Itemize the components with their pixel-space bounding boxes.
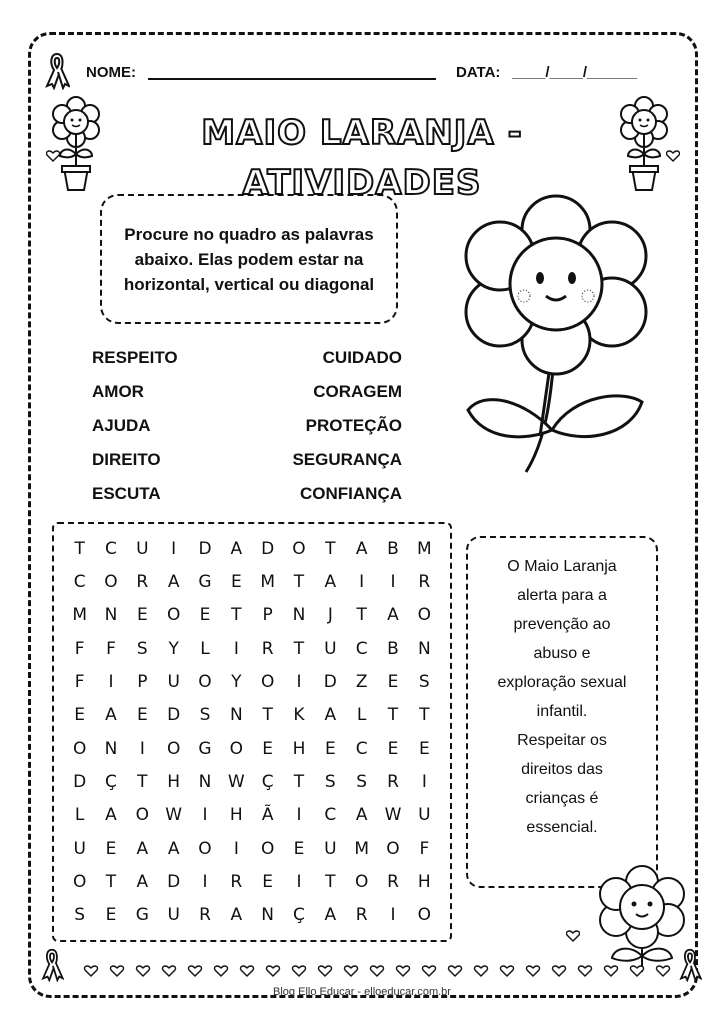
grid-letter[interactable]: R [230,871,243,892]
grid-letter[interactable]: O [198,671,212,692]
grid-letter[interactable]: I [390,905,396,926]
potted-flower-icon [614,96,674,196]
grid-letter[interactable]: O [104,571,118,592]
grid-letter[interactable]: I [421,771,427,792]
grid-letter[interactable]: G [198,571,212,592]
grid-letter[interactable]: H [229,805,243,826]
grid-letter[interactable]: T [105,871,117,892]
info-line: essencial. [526,819,598,836]
info-line: abuso e [533,645,591,662]
grid-letter[interactable]: A [167,571,180,592]
grid-letter[interactable]: S [324,771,336,792]
grid-letter[interactable]: A [167,838,180,859]
grid-letter[interactable]: Y [231,671,242,692]
word-item: CORAGEM [313,382,402,401]
grid-letter[interactable]: T [293,571,305,592]
word-item: CONFIANÇA [300,484,402,503]
info-line: direitos das [521,761,603,778]
grid-letter[interactable]: O [417,605,432,626]
grid-letter[interactable]: S [74,905,86,926]
info-line: alerta para a [517,587,607,604]
grid-letter[interactable]: I [202,805,208,826]
heart-icon [526,966,539,976]
grid-letter[interactable]: M [354,838,369,859]
grid-letter[interactable]: W [227,771,245,792]
heart-icon [292,966,305,976]
grid-letter[interactable]: D [323,671,337,692]
grid-letter[interactable]: A [136,871,149,892]
grid-letter[interactable]: C [355,738,368,759]
grid-letter[interactable]: E [230,571,242,592]
grid-letter[interactable]: S [418,671,430,692]
word-item: RESPEITO [92,348,178,367]
grid-letter[interactable]: E [74,705,86,726]
grid-letter[interactable]: A [355,805,368,826]
heart-icon [136,966,149,976]
grid-letter[interactable]: T [74,538,85,559]
grid-letter[interactable]: E [262,738,274,759]
word-search-grid [64,532,440,932]
heart-icon [266,966,279,976]
grid-letter[interactable]: M [260,571,275,592]
word-item: PROTEÇÃO [305,416,402,435]
grid-letter[interactable]: R [261,638,274,659]
grid-letter[interactable]: N [229,705,243,726]
instruction-text: Procure no quadro as palavras abaixo. Elas podem estar na horizontal, vertical ou diagonal [123,224,375,294]
info-line: Respeitar os [517,732,607,749]
grid-letter[interactable]: Ç [105,771,117,792]
smiling-flower-illustration [454,190,658,482]
grid-letter[interactable]: I [108,671,114,692]
grid-letter[interactable]: T [231,605,242,626]
grid-letter[interactable]: O [229,738,244,759]
page-title: MAIO LARANJA - ATIVIDADES [201,113,523,203]
grid-letter[interactable]: T [137,771,148,792]
word-item: DIREITO [92,450,161,469]
grid-letter[interactable]: A [230,905,243,926]
grid-letter[interactable]: R [355,905,368,926]
grid-letter[interactable]: D [167,705,181,726]
grid-letter[interactable]: F [419,838,430,859]
grid-letter[interactable]: T [262,705,273,726]
grid-letter[interactable]: K [293,705,305,726]
info-line: exploração sexual [497,674,627,691]
grid-letter[interactable]: I [139,738,145,759]
grid-letter[interactable]: B [387,538,399,559]
hearts-row [82,964,682,978]
grid-letter[interactable]: F [74,671,85,692]
grid-letter[interactable]: G [198,738,212,759]
grid-letter[interactable]: T [387,705,399,726]
word-item: AJUDA [92,416,151,435]
grid-letter[interactable]: L [74,805,85,826]
grid-letter[interactable]: C [105,538,117,559]
heart-icon [46,150,60,162]
grid-letter[interactable]: Ç [293,905,305,926]
grid-letter[interactable]: P [262,605,273,626]
grid-letter[interactable]: R [418,571,431,592]
grid-letter[interactable]: E [418,738,430,759]
awareness-ribbon-icon [40,948,64,982]
grid-letter[interactable]: A [105,705,117,726]
grid-letter[interactable]: D [167,871,181,892]
heart-icon [110,966,123,976]
grid-letter[interactable]: M [416,538,432,559]
grid-letter[interactable]: F [106,638,116,659]
heart-icon [318,966,331,976]
grid-letter[interactable]: O [72,738,87,759]
grid-letter[interactable]: E [324,738,336,759]
grid-letter[interactable]: D [261,538,275,559]
potted-flower-icon [46,96,106,196]
grid-letter[interactable]: T [419,705,430,726]
heart-icon [566,930,580,942]
heart-icon [162,966,175,976]
word-item: AMOR [92,382,144,401]
grid-letter[interactable]: T [325,538,336,559]
grid-letter[interactable]: O [135,805,150,826]
word-item: ESCUTA [92,484,161,503]
grid-letter[interactable]: H [417,871,431,892]
grid-letter[interactable]: E [105,838,117,859]
heart-icon [552,966,565,976]
grid-letter[interactable]: Ã [261,805,274,826]
heart-icon [188,966,201,976]
grid-letter[interactable]: T [356,605,367,626]
name-label: NOME: [86,64,136,81]
grid-letter[interactable]: R [387,871,399,892]
grid-letter[interactable]: E [136,605,148,626]
heart-icon [604,966,617,976]
grid-letter[interactable]: U [73,838,86,859]
grid-letter[interactable]: I [171,538,177,559]
grid-letter[interactable]: A [105,805,117,826]
info-line: infantil. [536,703,588,720]
grid-letter[interactable]: L [356,705,367,726]
grid-letter[interactable]: A [324,705,337,726]
grid-letter[interactable]: U [167,671,180,692]
grid-letter[interactable]: E [387,738,399,759]
grid-letter[interactable]: F [74,638,85,659]
name-field[interactable] [148,78,436,80]
heart-icon [448,966,461,976]
footer-credit: Blog Ello Educar - elloeducar.com.br [273,986,451,998]
grid-letter[interactable]: M [72,605,87,626]
grid-letter[interactable]: N [292,605,306,626]
info-line: prevenção ao [513,616,611,633]
grid-letter[interactable]: U [324,838,337,859]
grid-letter[interactable]: L [200,638,210,659]
grid-letter[interactable]: A [136,838,149,859]
grid-letter[interactable]: U [324,638,337,659]
grid-letter[interactable]: I [296,805,302,826]
grid-letter[interactable]: J [327,605,333,626]
grid-letter[interactable]: P [137,671,148,692]
grid-letter[interactable]: U [418,805,431,826]
grid-letter[interactable]: N [198,771,212,792]
heart-icon [214,966,227,976]
grid-letter[interactable]: C [73,571,86,592]
grid-letter[interactable]: Y [168,638,179,659]
instruction-box [100,194,398,324]
heart-icon [84,966,97,976]
grid-letter[interactable]: S [136,638,148,659]
grid-letter[interactable]: H [292,738,306,759]
grid-letter[interactable]: S [356,771,368,792]
grid-letter[interactable]: O [260,838,275,859]
grid-letter[interactable]: B [387,638,399,659]
info-line: crianças é [525,790,599,807]
grid-letter[interactable]: A [324,571,337,592]
grid-letter[interactable]: D [198,538,212,559]
grid-letter[interactable]: N [417,638,431,659]
grid-letter[interactable]: D [73,771,87,792]
heart-icon [656,966,669,976]
grid-letter[interactable]: C [355,638,368,659]
word-item: SEGURANÇA [292,450,402,469]
grid-letter[interactable]: E [262,871,274,892]
grid-letter[interactable]: A [324,905,337,926]
grid-letter[interactable]: I [359,571,365,592]
grid-letter[interactable]: I [202,871,208,892]
info-text [470,552,654,842]
grid-letter[interactable]: O [166,605,181,626]
grid-letter[interactable]: E [293,838,305,859]
grid-letter[interactable]: G [135,905,149,926]
header-row [44,60,664,88]
awareness-ribbon-icon [44,52,70,90]
heart-icon [240,966,253,976]
grid-letter[interactable]: W [165,805,183,826]
grid-letter[interactable]: O [417,905,432,926]
grid-letter[interactable]: W [384,805,402,826]
grid-letter[interactable]: I [390,571,396,592]
grid-letter[interactable]: T [293,771,305,792]
grid-letter[interactable]: R [199,905,211,926]
date-label: DATA: [456,64,501,81]
grid-letter[interactable]: Z [355,671,368,692]
grid-letter[interactable]: I [233,638,239,659]
grid-letter[interactable]: O [72,871,87,892]
heart-icon [500,966,513,976]
grid-letter[interactable]: O [354,871,369,892]
heart-icon [474,966,487,976]
grid-letter[interactable]: I [296,671,302,692]
grid-letter[interactable]: T [325,871,336,892]
grid-letter[interactable]: U [167,905,180,926]
grid-letter[interactable]: N [104,605,118,626]
grid-letter[interactable]: A [387,605,399,626]
heart-icon [578,966,591,976]
heart-icon [630,966,643,976]
grid-letter[interactable]: N [261,905,275,926]
grid-letter[interactable]: R [136,571,149,592]
grid-letter[interactable]: E [199,605,211,626]
heart-icon [422,966,435,976]
grid-letter[interactable]: N [104,738,118,759]
grid-letter[interactable]: A [355,538,368,559]
grid-letter[interactable]: O [386,838,400,859]
date-field[interactable]: ____/____/______ [512,64,638,81]
grid-letter[interactable]: E [387,671,399,692]
grid-letter[interactable]: I [296,871,302,892]
grid-letter[interactable]: R [387,771,399,792]
heart-icon [396,966,409,976]
grid-letter[interactable]: E [105,905,117,926]
info-line: O Maio Laranja [507,558,617,575]
heart-icon [666,150,680,162]
grid-letter[interactable]: E [136,705,148,726]
grid-letter[interactable]: T [293,638,305,659]
grid-letter[interactable]: C [324,805,337,826]
grid-letter[interactable]: O [166,738,181,759]
heart-icon [344,966,357,976]
grid-letter[interactable]: O [198,838,212,859]
grid-letter[interactable]: I [233,838,239,859]
grid-letter[interactable]: H [167,771,181,792]
grid-letter[interactable]: A [230,538,243,559]
grid-letter[interactable]: U [136,538,149,559]
word-item: CUIDADO [322,348,402,367]
grid-letter[interactable]: O [260,671,275,692]
grid-letter[interactable]: O [292,538,306,559]
grid-letter[interactable]: S [199,705,211,726]
grid-letter[interactable]: Ç [261,771,274,792]
heart-icon [370,966,383,976]
